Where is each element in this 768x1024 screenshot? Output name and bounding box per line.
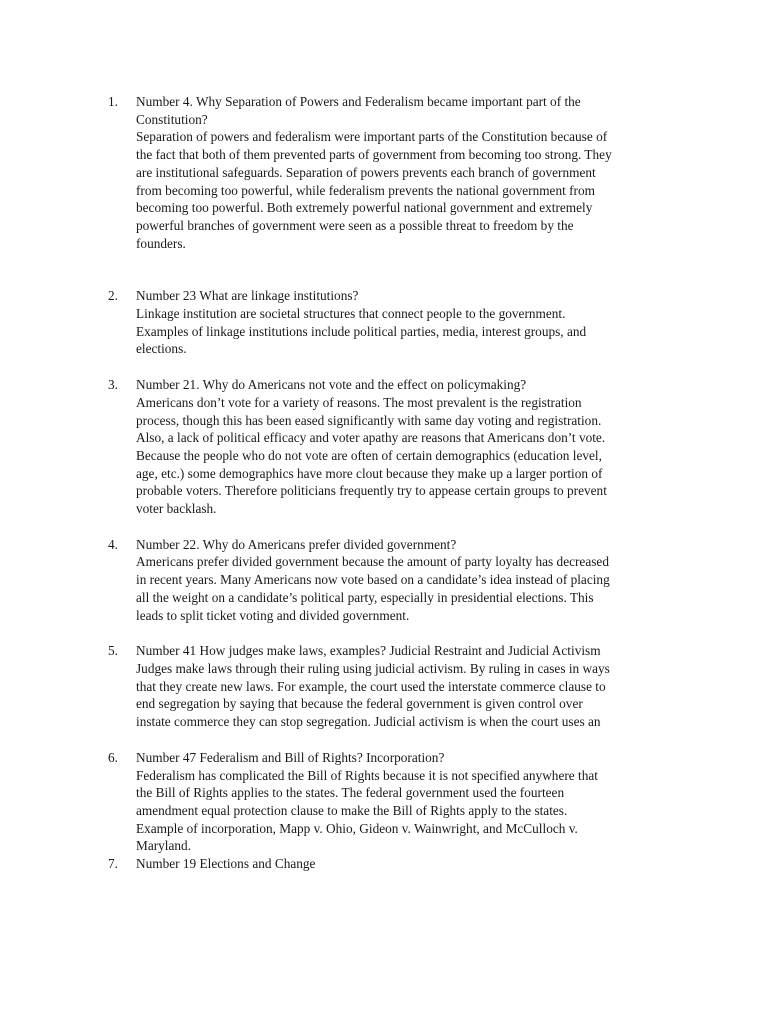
item-answer: Americans prefer divided government because the amount of party loyalty has decreased in recent years. Many Americans now vote based on a candidate’s idea instead of placing all the weight on a candidate’s political party, especially in presidential elections. This leads to split ticket voting and divided government. — [136, 554, 610, 623]
list-item — [108, 642, 668, 731]
item-number: 1. — [108, 94, 118, 109]
question-list — [108, 93, 668, 873]
list-item — [108, 749, 668, 855]
item-question: Number 4. Why Separation of Powers and Federalism became important part of the Constitution? — [136, 94, 581, 127]
item-answer: Judges make laws through their ruling using judicial activism. By ruling in cases in ways that they create new laws. For example, the court used the interstate commerce clause to end segregation by saying that because the federal government is given control over instate commerce they can stop segregation. Judicial activism is when the court uses an — [136, 660, 610, 730]
list-item — [108, 376, 668, 518]
item-question: Number 47 Federalism and Bill of Rights? Incorporation? — [136, 749, 445, 765]
item-answer: Federalism has complicated the Bill of Rights because it is not specified anywhere that the Bill of Rights applies to the states. The federal government used the fourteen amendment equal protection clause to make the Bill of Rights apply to the states. Example of incorporation, Mapp v. Ohio, Gideon v. Wainwright, and McCulloch v. Maryland. — [136, 767, 598, 854]
list-item — [108, 536, 668, 625]
item-question: Number 41 How judges make laws, examples? Judicial Restraint and Judicial Activism — [136, 643, 601, 659]
item-question: Number 19 Elections and Change — [136, 856, 316, 872]
item-number: 2. — [108, 288, 118, 304]
item-number: 4. — [108, 536, 118, 552]
item-answer: Linkage institution are societal structures that connect people to the government. Examples of linkage institutions include political parties, media, interest groups, and elections. — [136, 306, 587, 357]
item-answer: Separation of powers and federalism were important parts of the Constitution because of the fact that both of them prevented parts of government from becoming too strong. They are institutional safeguards. Separation of powers prevents each branch of government from becoming too powerful, while federalism prevents the national government from becoming too powerful. Both extremely powerful national government and extremely powerful branches of government were seen as a possible threat to freedom by the founders. — [136, 129, 612, 251]
item-number: 6. — [108, 749, 118, 765]
item-question: Number 21. Why do Americans not vote and the effect on policymaking? — [136, 377, 527, 393]
list-item — [108, 287, 668, 358]
item-question: Number 23 What are linkage institutions? — [136, 288, 359, 304]
item-number: 7. — [108, 856, 118, 872]
item-question: Number 22. Why do Americans prefer divided government? — [136, 536, 457, 552]
item-number: 5. — [108, 643, 118, 659]
list-item — [108, 855, 668, 873]
item-number: 3. — [108, 377, 118, 393]
list-item — [108, 93, 668, 252]
item-answer: Americans don’t vote for a variety of reasons. The most prevalent is the registration process, though this has been eased significantly with same day voting and registration. Also, a lack of political efficacy and voter apathy are reasons that Americans don’t vote. Because the people who do not vote are often of certain demographics (education level, age, etc.) some demographics have more clout because they make up a larger portion of probable voters. Therefore politicians frequently try to appease certain groups to prevent voter backlash. — [136, 394, 607, 517]
